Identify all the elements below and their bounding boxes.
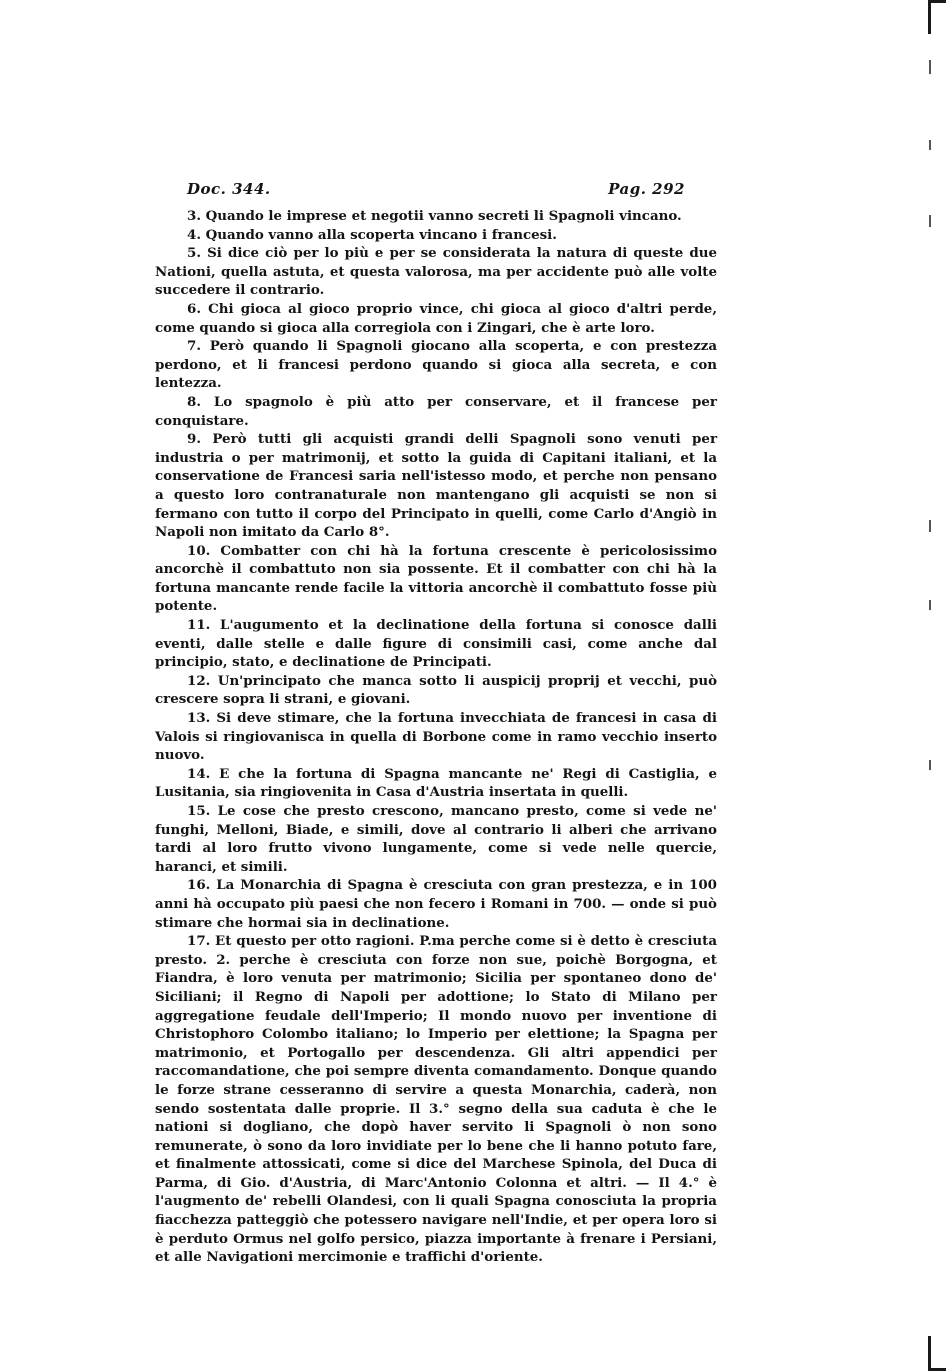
paragraph: 5. Si dice ciò per lo più e per se considerata la natura di queste due Nationi, quella astuta, et questa valorosa, ma per accidente può alle volte succedere il contrario. [155, 245, 717, 299]
paragraph: 17. Et questo per otto ragioni. P.ma perche come si è detto è cresciuta presto. 2. perche è cresciuta con forze non sue, poichè Borgogna, et Fiandra, è loro venuta per matrimonio; Sicilia per spontaneo dono de' Siciliani; il Regno di Napoli per adottione; lo Stato di Milano per aggregatione feudale dell'Imperio; Il mondo nuovo per inventione di Christophoro Colombo italiano; lo Imperio per elettione; la Spagna per matrimonio, et Portogallo per descendenza. Gli altri appendici per raccomandatione, che poi sempre diventa comandamento. Donque quando le forze strane cesseranno di servire a questa Monarchia, caderà, non sendo sostentata dalle proprie. Il 3.° segno della sua caduta è che le nationi si dogliano, che dopò haver servito li Spagnoli ò non sono remunerate, ò sono da loro invidiate per lo bene che li hanno potuto fare, et finalmente attossicati, come si dice del Marchese Spinola, del Duca di Parma, di Gio. d'Austria, di Marc'Antonio Colonna et altri. — Il 4.° è l'augmento de' rebelli Olandesi, con li quali Spagna conosciuta la propria fiacchezza patteggiò che potessero navigare nell'Indie, et per opera loro si è perduto Ormus nel golfo persico, piazza importante à frenare i Persiani, et alle Navigationi mercimonie e traffichi d'oriente. [155, 933, 717, 1266]
paragraph: 11. L'augumento et la declinatione della fortuna si conosce dalli eventi, dalle stelle e dalle figure di consimili casi, come anche dal principio, stato, e declinatione de Principati. [155, 617, 717, 671]
scan-tick [929, 760, 931, 770]
document-number: Doc. 344. [187, 180, 271, 198]
crop-mark-top [928, 0, 946, 34]
paragraph: 13. Si deve stimare, che la fortuna invecchiata de francesi in casa di Valois si ringiovanisca in quella di Borbone come in ramo vecchio inserto nuovo. [155, 710, 717, 764]
paragraph: 7. Però quando li Spagnoli giocano alla scoperta, e con prestezza perdono, et li francesi perdono quando si gioca alla secreta, e con lentezza. [155, 338, 717, 392]
paragraph: 16. La Monarchia di Spagna è cresciuta con gran prestezza, e in 100 anni hà occupato più paesi che non fecero i Romani in 700. — onde si può stimare che hormai sia in declinatione. [155, 877, 717, 931]
paragraph: 15. Le cose che presto crescono, mancano presto, come si vede ne' funghi, Melloni, Biade, e simili, dove al contrario li alberi che arrivano tardi al loro frutto vivono lungamente, come si vede nelle quercie, haranci, et simili. [155, 803, 717, 875]
paragraph: 10. Combatter con chi hà la fortuna crescente è pericolosissimo ancorchè il combattuto non sia possente. Et il combatter con chi hà la fortuna mancante rende facile la vittoria ancorchè il combattuto fosse più potente. [155, 542, 717, 615]
paragraph: 12. Un'principato che manca sotto li auspicij proprij et vecchi, può crescere sopra li strani, e giovani. [155, 672, 717, 708]
scan-edge [940, 0, 946, 1371]
paragraph: 6. Chi gioca al gioco proprio vince, chi gioca al gioco d'altri perde, come quando si gioca alla corregiola con i Zingari, che è arte loro. [155, 300, 717, 336]
paragraph: 4. Quando vanno alla scoperta vincano i francesi. [187, 226, 557, 243]
paragraph: 3. Quando le imprese et negotii vanno secreti li Spagnoli vincano. [187, 208, 682, 224]
paragraph: 8. Lo spagnolo è più atto per conservare, et il francese per conquistare. [155, 393, 717, 429]
scan-tick [929, 520, 931, 532]
paragraph: 14. E che la fortuna di Spagna mancante ne' Regi di Castiglia, e Lusitania, sia ringiovenita in Casa d'Austria insertata in quelli. [155, 765, 717, 801]
page-header [187, 180, 715, 202]
crop-mark-bottom [928, 1336, 946, 1371]
body-text [155, 207, 717, 1267]
scan-tick [929, 60, 931, 74]
scan-tick [929, 215, 931, 227]
paragraph: 9. Però tutti gli acquisti grandi delli Spagnoli sono venuti per industria o per matrimonij, et sotto la guida di Capitani italiani, et la conservatione de Francesi saria nell'istesso modo, et perche non pensano a questo loro contranaturale non mantengano gli acquisti se non si fermano con tutto il corpo del Principato in quelli, come Carlo d'Angiò in Napoli non imitato da Carlo 8°. [155, 431, 717, 541]
page-number: Pag. 292 [608, 180, 685, 198]
scan-tick [929, 140, 931, 150]
scan-tick [929, 600, 931, 610]
